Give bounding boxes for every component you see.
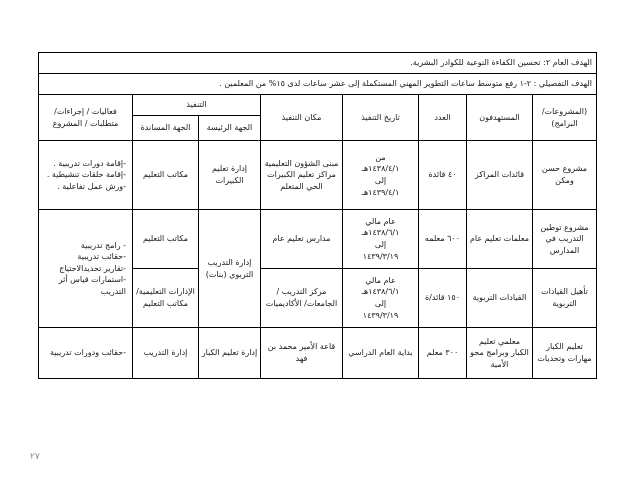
beneficiaries-cell: قائدات المراكز	[467, 141, 533, 210]
support-party-cell: الإدارات التعليمية/مكاتب التعليم	[133, 269, 199, 328]
support-party-cell: مكاتب التعليم	[133, 141, 199, 210]
project-cell: مشروع توطين التدريب في المدارس	[533, 210, 597, 269]
support-party-cell: إدارة التدريب	[133, 328, 199, 379]
place-cell: قاعة الأمير محمد بن فهد	[261, 328, 343, 379]
header-activities: فعاليات / إجراءات/متطلبات / المشروع	[39, 95, 133, 141]
activities-cell: -حقائب ودورات تدريبية	[39, 328, 133, 379]
header-projects: (المشروعات/ البرامج)	[533, 95, 597, 141]
detailed-goal: الهدف التفصيلي : ٢-١ رفع متوسط ساعات التطوير المهني المستكملة إلى عشر ساعات لدى ١٥% من المعلمين .	[39, 74, 597, 95]
header-date: تاريخ التنفيذ	[343, 95, 419, 141]
project-cell: مشروع حسن ومكن	[533, 141, 597, 210]
table-row	[39, 328, 597, 379]
support-party-cell: مكاتب التعليم	[133, 210, 199, 269]
place-cell: مبنى الشؤون التعليمية مراكز تعليم الكبيرات الحي المتعلم	[261, 141, 343, 210]
project-cell: تعليم الكبار مهارات وتحديات	[533, 328, 597, 379]
header-support-party: الجهة المساندة	[133, 116, 199, 141]
header-count: العدد	[419, 95, 467, 141]
date-cell: من ١٤٣٨/٤/١هـ إلى ١٤٣٩/٤/١هـ	[343, 141, 419, 210]
general-goal: الهدف العام ٢: تحسين الكفاءة النوعية للكوادر البشرية.	[39, 53, 597, 74]
page-number: ٢٧	[30, 452, 40, 462]
header-beneficiaries: المستهدفون	[467, 95, 533, 141]
beneficiaries-cell: معلمات تعليم عام	[467, 210, 533, 269]
date-cell: بداية العام الدراسي	[343, 328, 419, 379]
date-cell: عام مالي ١٤٣٨/٦/١هـ إلى ١٤٣٩/٣/١٩	[343, 210, 419, 269]
project-cell: تأهيل القيادات التربوية	[533, 269, 597, 328]
main-party-cell: إدارة تعليم الكبار	[199, 328, 261, 379]
plan-table	[38, 52, 597, 379]
header-place: مكان التنفيذ	[261, 95, 343, 141]
activities-cell: - رامج تدريبية -حقائب تدريبية -تقارير تحديدالاحتياج -استمارات قياس أثر التدريب	[39, 210, 133, 328]
plan-document	[38, 52, 596, 379]
place-cell: مركز التدريب / الجامعات/ الأكاديميات	[261, 269, 343, 328]
activities-cell: -إقامة دورات تدريبية . -إقامة حلقات تنشيطية . -ورش عمل تفاعلية .	[39, 141, 133, 210]
date-cell: عام مالي ١٤٣٨/٦/١هـ إلى ١٤٣٩/٣/١٩	[343, 269, 419, 328]
header-execution: التنفيذ	[133, 95, 261, 116]
count-cell: ٦٠٠ معلمه	[419, 210, 467, 269]
count-cell: ١٥٠ قائد/ة	[419, 269, 467, 328]
beneficiaries-cell: القيادات التربوية	[467, 269, 533, 328]
beneficiaries-cell: معلمي تعليم الكبار وبرامج محو الأمية	[467, 328, 533, 379]
count-cell: ٤٠ قائدة	[419, 141, 467, 210]
count-cell: ٣٠٠ معلم	[419, 328, 467, 379]
table-row	[39, 141, 597, 210]
main-party-cell: إدارة التدريب التربوي (بنات)	[199, 210, 261, 328]
place-cell: مدارس تعليم عام	[261, 210, 343, 269]
main-party-cell: إدارة تعليم الكبيرات	[199, 141, 261, 210]
table-row	[39, 210, 597, 269]
header-main-party: الجهة الرئيسة	[199, 116, 261, 141]
